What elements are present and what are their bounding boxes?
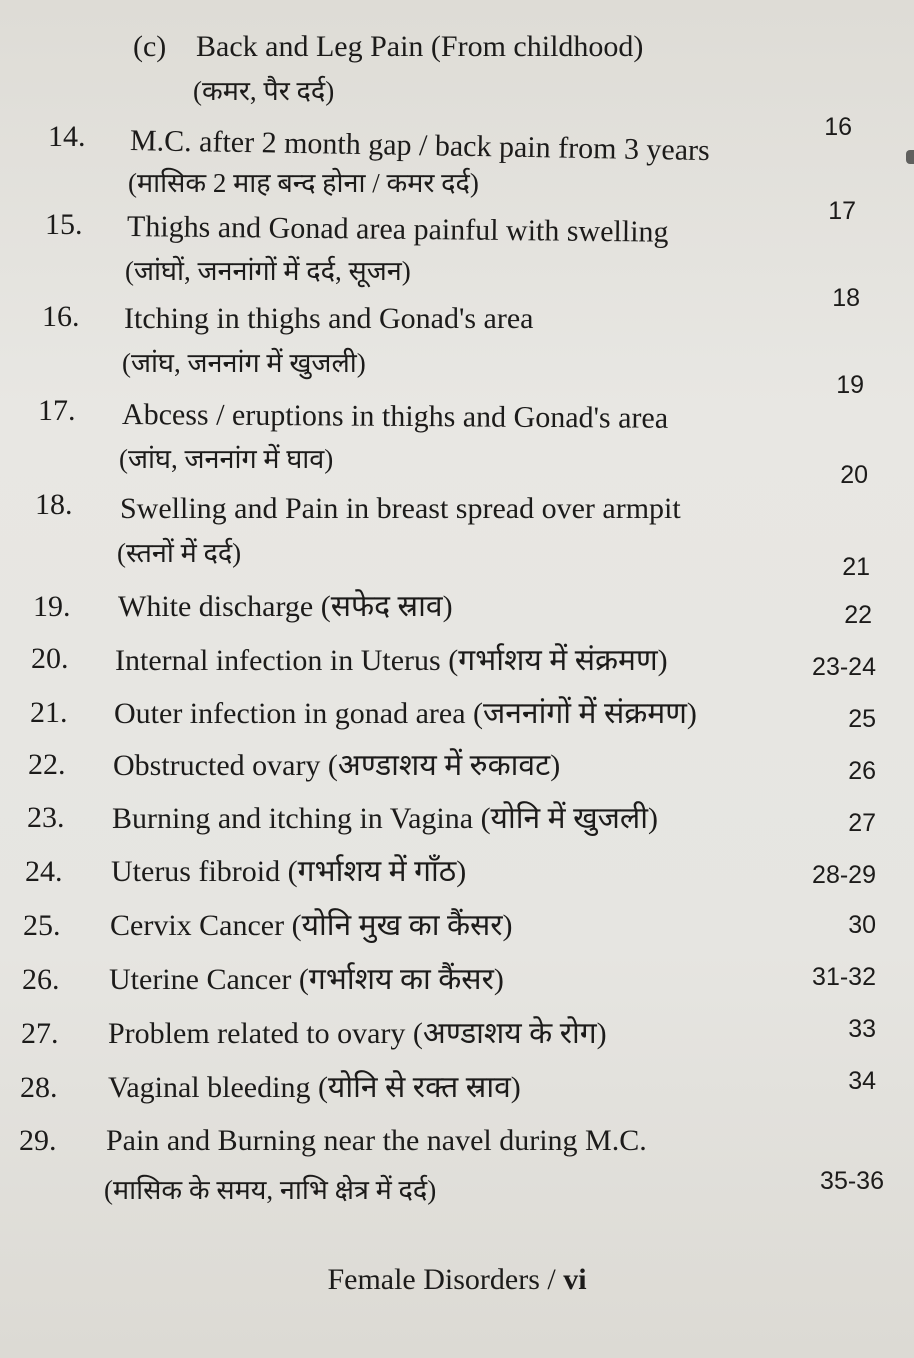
entry-number: 19. [33, 590, 71, 623]
entry-title: Problem related to ovary (अण्डाशय के रोग) [108, 1017, 607, 1050]
page-number: 17 [828, 197, 856, 225]
entry-title: Outer infection in gonad area (जननांगों में संक्रमण) [114, 697, 697, 730]
entry-title: Vaginal bleeding (योनि से रक्त स्राव) [108, 1071, 521, 1104]
entry-title: Itching in thighs and Gonad's area [124, 302, 534, 335]
entry-number: 18. [35, 488, 73, 521]
entry-subtitle-hindi: (कमर, पैर दर्द) [193, 76, 335, 106]
entry-title: Obstructed ovary (अण्डाशय में रुकावट) [113, 749, 561, 782]
entry-title: Burning and itching in Vagina (योनि में खुजली) [112, 802, 658, 835]
entry-number: 20. [31, 642, 69, 675]
entry-subtitle-hindi: (जांघों, जननांगों में दर्द, सूजन) [125, 256, 411, 286]
footer-roman-page: vi [563, 1263, 587, 1296]
page-number: 19 [836, 371, 864, 399]
page-number: 31-32 [812, 963, 876, 991]
page-number: 20 [840, 461, 868, 489]
entry-title: Pain and Burning near the navel during M.C. [106, 1124, 647, 1157]
page-number: 26 [848, 757, 876, 785]
entry-subtitle-hindi: (स्तनों में दर्द) [117, 538, 242, 568]
entry-title: Cervix Cancer (योनि मुख का कैंसर) [110, 909, 513, 942]
page-number: 28-29 [812, 861, 876, 889]
entry-title: Uterine Cancer (गर्भाशय का कैंसर) [109, 963, 504, 996]
entry-title: Internal infection in Uterus (गर्भाशय में संक्रमण) [115, 644, 668, 677]
entry-title: Thighs and Gonad area painful with swelling [126, 210, 669, 249]
entry-subtitle-hindi: (जांघ, जननांग में खुजली) [122, 348, 366, 378]
entry-title: M.C. after 2 month gap / back pain from 3 years [129, 124, 711, 168]
entry-number: 24. [25, 855, 63, 888]
edge-mark [906, 150, 914, 164]
entry-number: 28. [20, 1071, 58, 1104]
entry-number: 26. [22, 963, 60, 996]
page-number: 16 [824, 113, 852, 141]
entry-subtitle-hindi: (जांघ, जननांग में घाव) [119, 444, 334, 474]
page-number: 27 [848, 809, 876, 837]
page-number: 33 [848, 1015, 876, 1043]
entry-title: Back and Leg Pain (From childhood) [196, 30, 644, 63]
page-number: 18 [832, 284, 860, 312]
page-number: 35-36 [820, 1167, 884, 1195]
page-number: 34 [848, 1067, 876, 1095]
page-number: 30 [848, 911, 876, 939]
entry-subtitle-hindi: (मासिक के समय, नाभि क्षेत्र में दर्द) [104, 1175, 437, 1205]
entry-number: (c) [133, 30, 167, 63]
page-number: 21 [842, 553, 870, 581]
entry-title: Abcess / eruptions in thighs and Gonad's area [121, 398, 669, 435]
footer-book-title: Female Disorders / [327, 1263, 564, 1296]
entry-title: Swelling and Pain in breast spread over armpit [120, 492, 681, 525]
entry-number: 16. [42, 300, 80, 333]
entry-number: 23. [27, 801, 65, 834]
entry-title: White discharge (सफेद स्राव) [118, 590, 453, 623]
entry-number: 22. [28, 748, 66, 781]
entry-number: 14. [48, 120, 86, 153]
page-footer [0, 1262, 914, 1298]
page-number: 25 [848, 705, 876, 733]
entry-number: 25. [23, 909, 61, 942]
page-number: 23-24 [812, 653, 876, 681]
entry-number: 27. [21, 1017, 59, 1050]
entry-number: 21. [30, 696, 68, 729]
page-number: 22 [844, 601, 872, 629]
entry-title: Uterus fibroid (गर्भाशय में गाँठ) [111, 855, 467, 888]
entry-number: 15. [45, 208, 83, 241]
entry-number: 17. [38, 394, 76, 427]
entry-number: 29. [19, 1124, 57, 1157]
entry-subtitle-hindi: (मासिक 2 माह बन्द होना / कमर दर्द) [128, 168, 479, 198]
